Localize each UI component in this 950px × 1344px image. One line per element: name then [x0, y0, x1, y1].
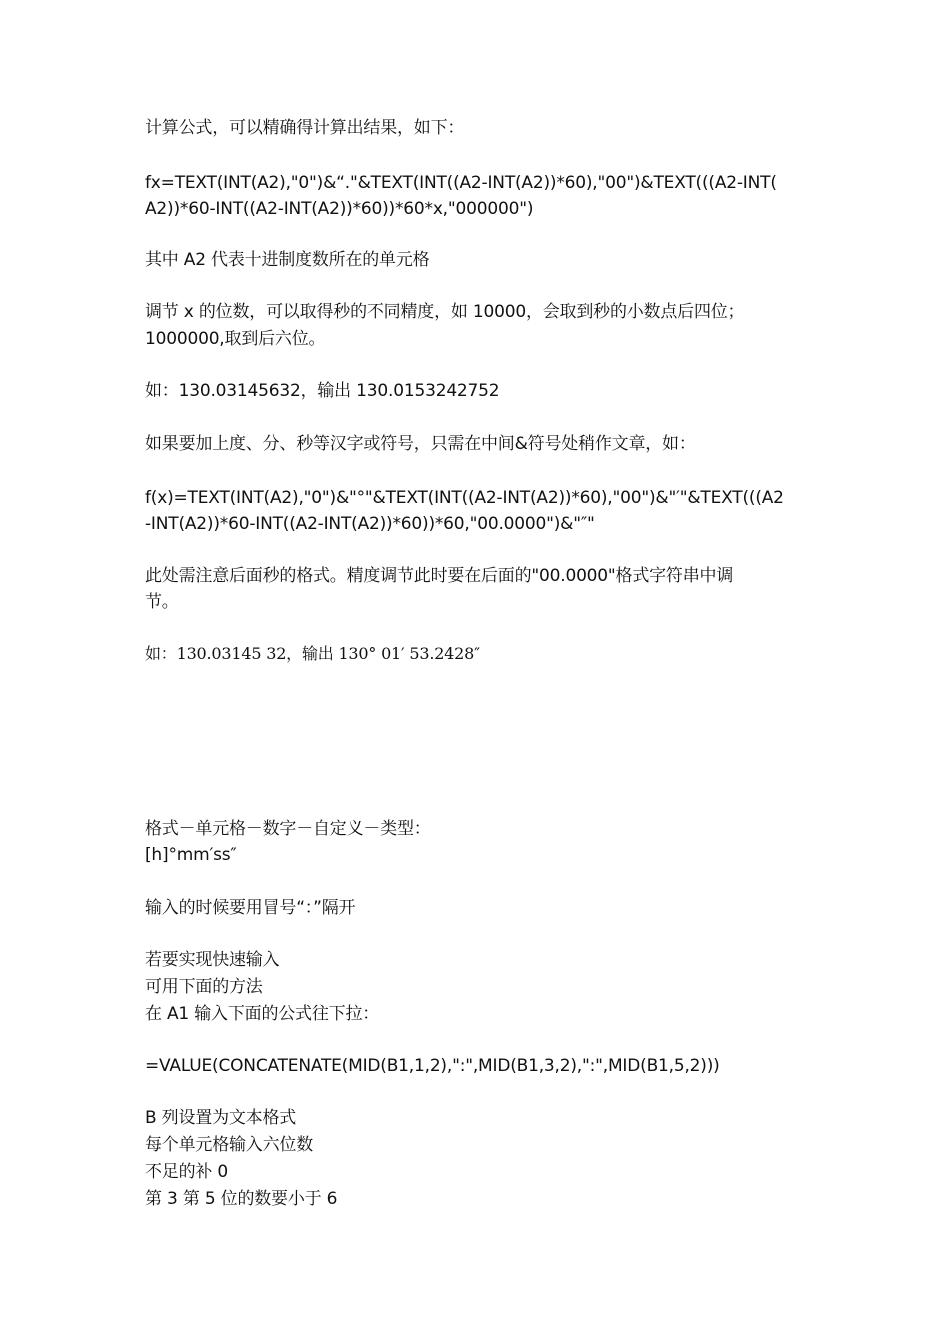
- example-line-2: 如：130.03145 32，输出 130° 01′ 53.2428″: [145, 644, 480, 663]
- format-note-line-2: 节。: [145, 592, 179, 612]
- a1-input-line: 在 A1 输入下面的公式往下拉：: [145, 1004, 380, 1024]
- intro-line: 计算公式，可以精确得计算出结果，如下：: [145, 118, 465, 138]
- example-line-1: 如：130.03145632，输出 130.0153242752: [145, 381, 500, 401]
- format-note-line-1: 此处需注意后面秒的格式。精度调节此时要在后面的"00.0000"格式字符串中调: [145, 566, 734, 586]
- custom-format-type-line: [h]°mm′ss″: [145, 845, 237, 865]
- six-digits-line: 每个单元格输入六位数: [145, 1135, 313, 1155]
- colon-input-line: 输入的时候要用冒号“：”隔开: [145, 898, 356, 918]
- precision-line-1: 调节 x 的位数，可以取得秒的不同精度，如 10000，会取到秒的小数点后四位；: [145, 302, 745, 322]
- precision-line-2: 1000000,取到后六位。: [145, 329, 326, 349]
- formula-line-1: fx=TEXT(INT(A2),"0")&“."&TEXT(INT((A2-INT(A2))*60),"00")&TEXT(((A2-INT(: [145, 173, 777, 193]
- formula-symbols-line-2: -INT(A2))*60-INT((A2-INT(A2))*60))*60,"00.0000")&"″": [145, 514, 595, 534]
- formula-line-2: A2))*60-INT((A2-INT(A2))*60))*60*x,"000000"): [145, 199, 534, 219]
- a2-description-line: 其中 A2 代表十进制度数所在的单元格: [145, 250, 430, 270]
- symbols-intro-line: 如果要加上度、分、秒等汉字或符号，只需在中间&符号处稍作文章，如：: [145, 434, 696, 454]
- custom-format-path-line: 格式－单元格－数字－自定义－类型：: [145, 819, 431, 839]
- value-formula-line: =VALUE(CONCATENATE(MID(B1,1,2),":",MID(B1,3,2),":",MID(B1,5,2))): [145, 1056, 720, 1076]
- pad-zero-line: 不足的补 0: [145, 1162, 229, 1182]
- quick-input-line: 若要实现快速输入: [145, 950, 280, 970]
- text-format-line: B 列设置为文本格式: [145, 1108, 297, 1128]
- method-line: 可用下面的方法: [145, 977, 263, 997]
- digit-rule-line: 第 3 第 5 位的数要小于 6: [145, 1189, 338, 1209]
- formula-symbols-line-1: f(x)=TEXT(INT(A2),"0")&"°"&TEXT(INT((A2-INT(A2))*60),"00")&"′"&TEXT(((A2: [145, 488, 784, 508]
